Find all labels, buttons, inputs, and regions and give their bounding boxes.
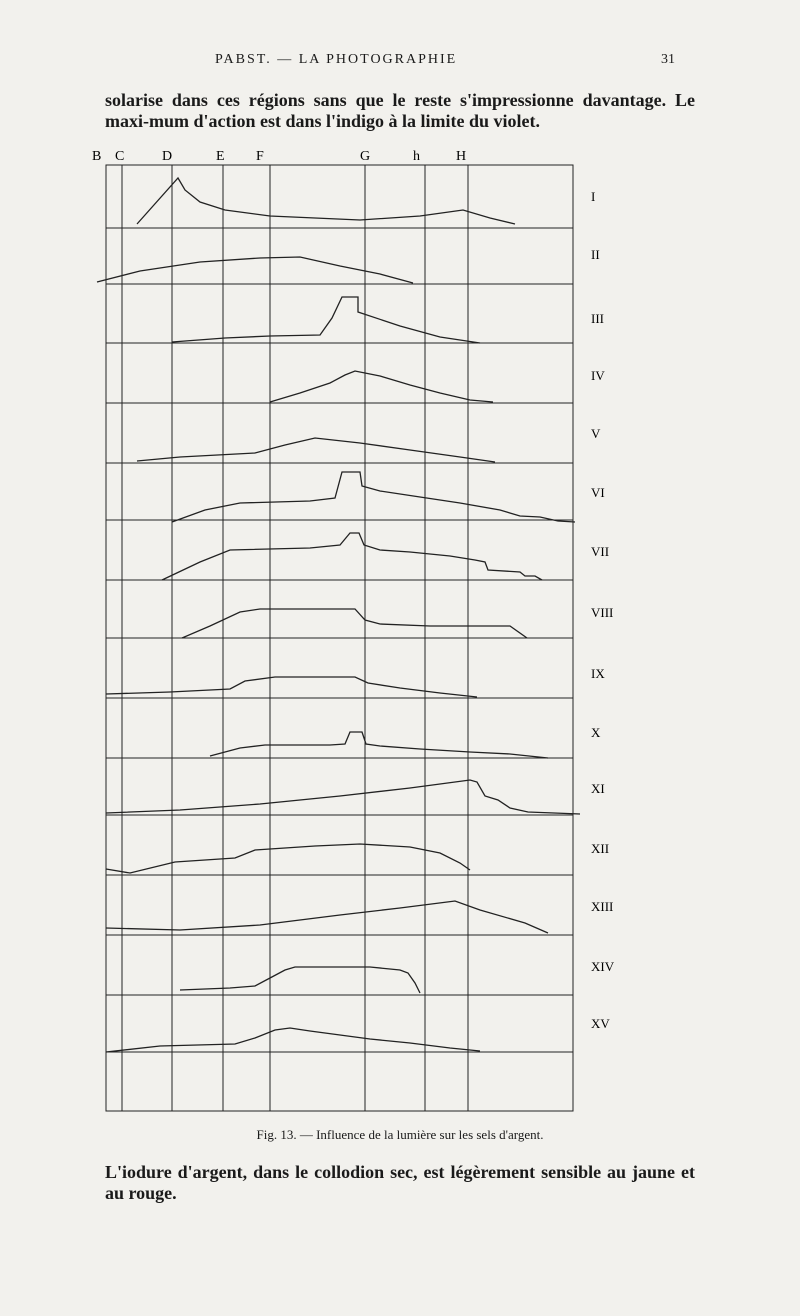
curve-XI [106, 780, 580, 814]
curve-VII [162, 533, 542, 580]
row-label-XIV: XIV [591, 959, 615, 974]
row-label-IX: IX [591, 666, 605, 681]
curve-IV [270, 371, 493, 402]
curves [97, 178, 580, 1052]
grid [106, 165, 573, 1111]
curve-X [210, 732, 548, 758]
letter-C: C [115, 149, 125, 164]
running-header [215, 52, 675, 72]
figure-13 [80, 140, 660, 1130]
curve-I [137, 178, 515, 224]
row-label-XIII: XIII [591, 899, 614, 914]
row-label-III: III [591, 311, 604, 326]
row-label-X: X [591, 725, 601, 740]
row-label-XV: XV [591, 1016, 610, 1031]
letter-h: h [413, 149, 420, 164]
curve-IX [106, 677, 477, 697]
row-label-V: V [591, 426, 601, 441]
letter-D: D [162, 149, 173, 164]
spectral-letters [92, 149, 466, 164]
curve-XIV [180, 967, 420, 993]
row-label-VIII: VIII [591, 605, 614, 620]
figure-caption: Fig. 13. — Influence de la lumière sur les sels d'argent. [256, 1127, 544, 1142]
letter-E: E [216, 149, 225, 164]
curve-V [137, 438, 495, 462]
curve-VIII [182, 609, 527, 638]
header-title: PABST. — LA PHOTOGRAPHIE [215, 52, 458, 67]
paragraph-bottom: L'iodure d'argent, dans le collodion sec, est légèrement sensible au jaune et au rouge. [105, 1162, 695, 1203]
letter-H: H [456, 149, 467, 164]
row-label-XII: XII [591, 841, 610, 856]
curve-II [97, 257, 413, 283]
row-label-XI: XI [591, 781, 605, 796]
curve-XII [106, 844, 470, 873]
curve-III [172, 297, 480, 343]
curve-VI [172, 472, 575, 522]
curve-XV [106, 1028, 480, 1052]
row-label-II: II [591, 247, 600, 262]
spectral-response-diagram [80, 140, 660, 1130]
letter-B: B [92, 149, 102, 164]
row-label-I: I [591, 189, 596, 204]
row-label-VI: VI [591, 485, 605, 500]
row-labels [591, 189, 615, 1031]
row-label-IV: IV [591, 368, 605, 383]
letter-G: G [360, 149, 371, 164]
page-number: 31 [661, 52, 675, 67]
row-label-VII: VII [591, 544, 610, 559]
letter-F: F [256, 149, 264, 164]
paragraph-top: solarise dans ces régions sans que le reste s'impressionne davantage. Le maxi-mum d'action est dans l'indigo à la limite du violet. [105, 90, 695, 131]
